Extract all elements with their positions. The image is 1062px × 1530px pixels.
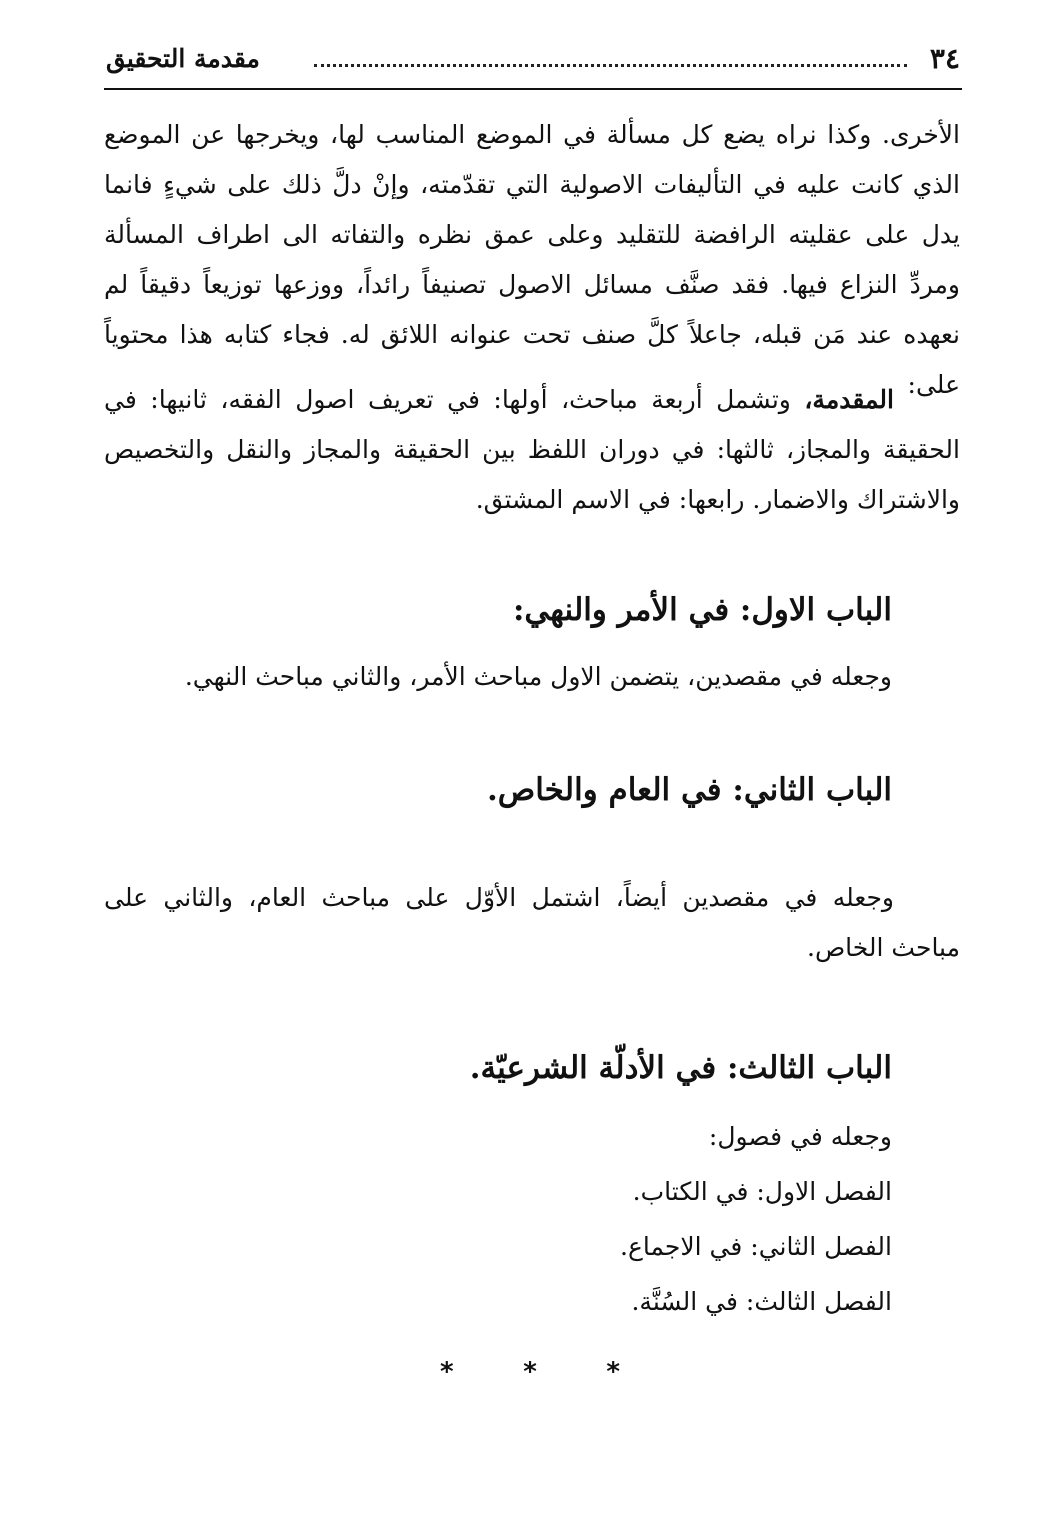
chapter2-heading: الباب الثاني: في العام والخاص. — [486, 772, 892, 808]
chapter3-section-2: الفصل الثاني: في الاجماع. — [620, 1232, 892, 1261]
muqaddima-label: المقدمة، — [804, 385, 894, 414]
muqaddima-body: وتشمل أربعة مباحث، أولها: في تعريف اصول الفقه، ثانيها: في الحقيقة والمجاز، ثالثها: في دوران اللفظ بين الحقيقة والمجاز والنقل والتخصيص والاشتراك والاضمار. رابعها: في الاسم المشتق. — [104, 385, 960, 514]
ornament-star: * — [440, 1357, 454, 1387]
page-number: ٣٤ — [929, 42, 960, 75]
chapter1-text: وجعله في مقصدين، يتضمن الاول مباحث الأمر، والثاني مباحث النهي. — [184, 662, 892, 691]
section-ornament — [440, 1357, 620, 1397]
intro-paragraph — [104, 110, 960, 410]
chapter3-heading: الباب الثالث: في الأدلّة الشرعيّة. — [469, 1050, 892, 1086]
muqaddima-text — [104, 375, 960, 525]
running-title: مقدمة التحقيق — [106, 44, 260, 73]
ornament-star: * — [523, 1357, 537, 1387]
muqaddima-paragraph — [104, 375, 960, 525]
chapter3-section-1: الفصل الاول: في الكتاب. — [632, 1177, 892, 1206]
chapter2-text: وجعله في مقصدين أيضاً، اشتمل الأوّل على مباحث العام، والثاني على مباحث الخاص. — [104, 883, 960, 962]
ornament-star: * — [606, 1357, 620, 1387]
header-rule — [104, 88, 962, 90]
header-leader-dots — [314, 52, 907, 67]
chapter1-heading: الباب الاول: في الأمر والنهي: — [512, 592, 892, 628]
chapter3-intro: وجعله في فصول: — [708, 1122, 892, 1151]
chapter3-section-3: الفصل الثالث: في السُنَّة. — [631, 1287, 892, 1316]
running-header — [104, 42, 962, 80]
intro-text: الأخرى. وكذا نراه يضع كل مسألة في الموضع المناسب لها، ويخرجها عن الموضع الذي كانت عليه في التأليفات الاصولية التي تقدّمته، وإنْ دلَّ ذلك على شيءٍ فانما يدل على عقليته الرافضة للتقليد وعلى عمق نظره والتفاته الى اطراف المسألة ومردِّ النزاع فيها. فقد صنَّف مسائل الاصول تصنيفاً رائداً، ووزعها توزيعاً دقيقاً لم نعهده عند مَن قبله، جاعلاً كلَّ صنف تحت عنوانه اللائق له. فجاء كتابه هذا محتوياً على: — [104, 120, 960, 399]
